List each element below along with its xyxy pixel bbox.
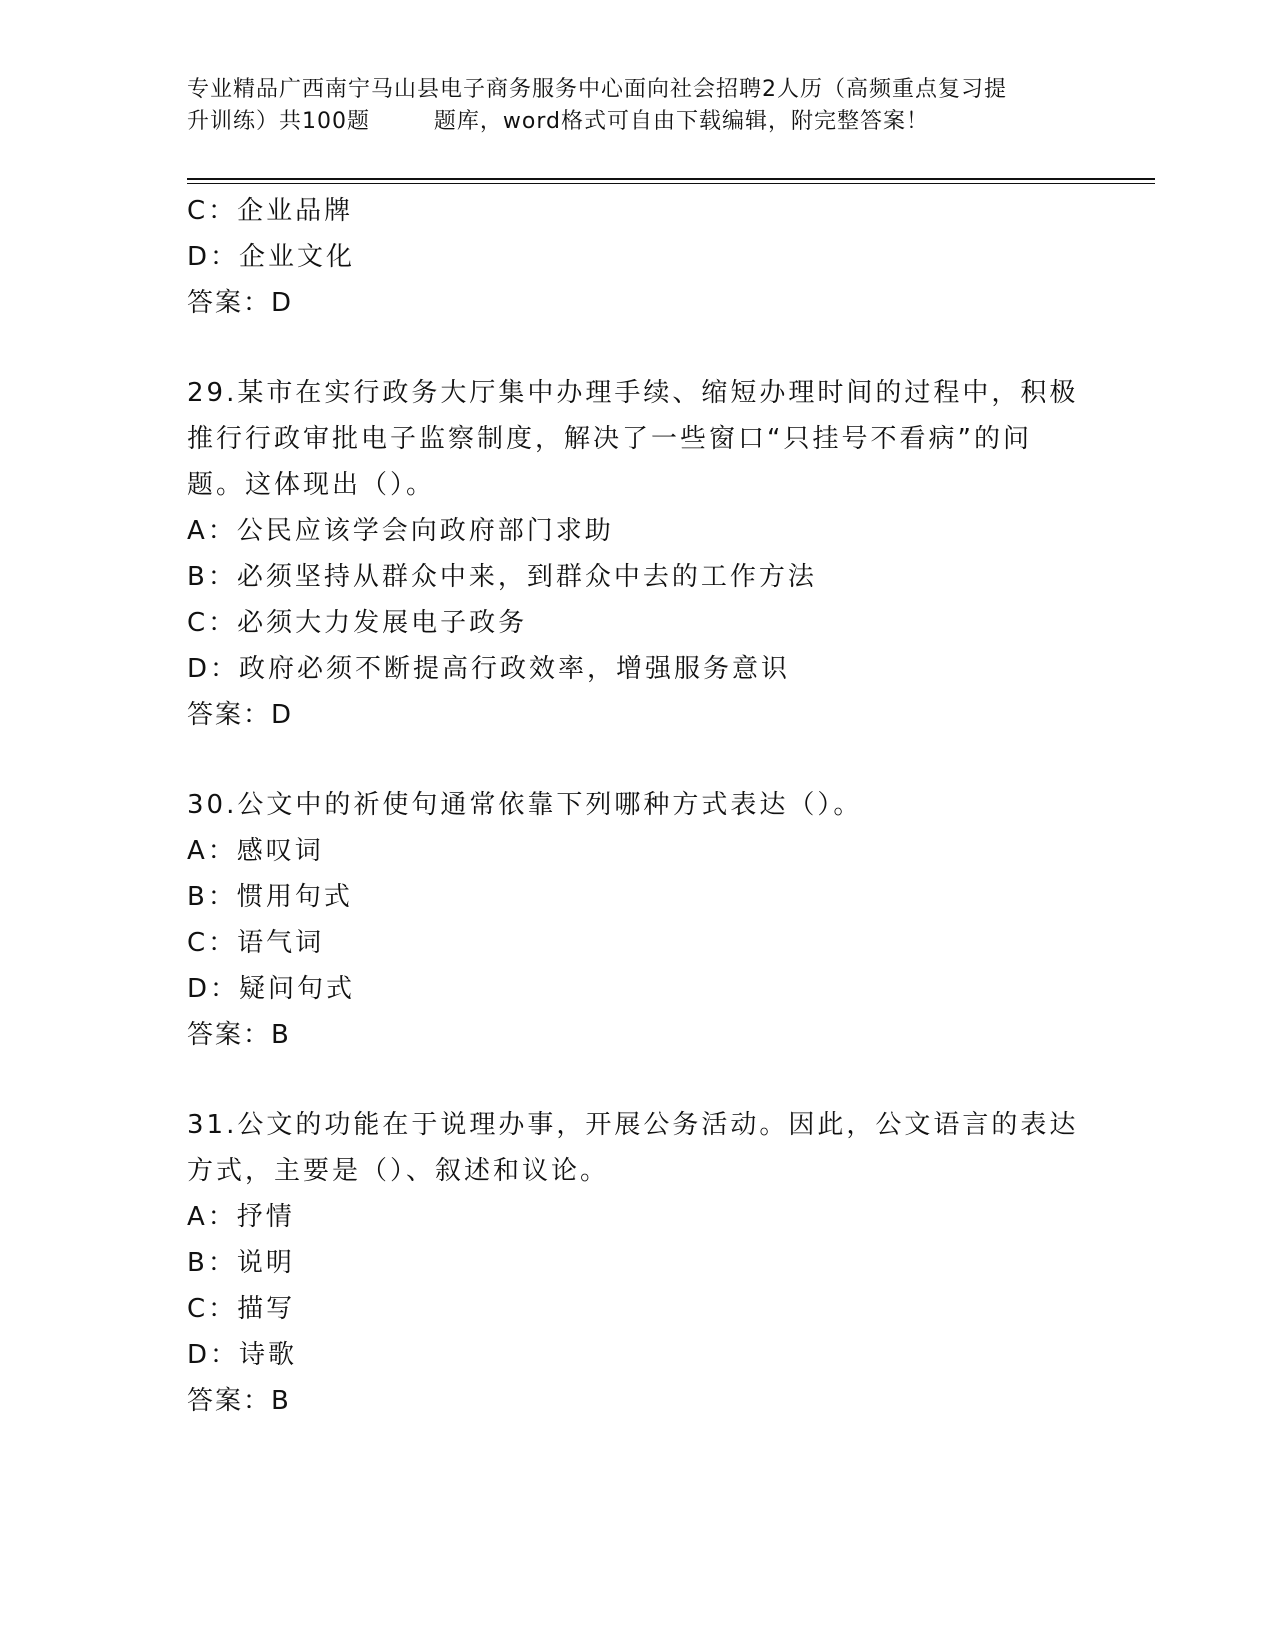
option-b: B：必须坚持从群众中来，到群众中去的工作方法 xyxy=(187,562,817,592)
option-a: A：感叹词 xyxy=(187,836,324,866)
option-b: B：惯用句式 xyxy=(187,882,353,912)
spacer xyxy=(187,738,1087,782)
spacer xyxy=(187,1058,1087,1102)
option-c: C：语气词 xyxy=(187,928,325,958)
question-stem-line: 题。这体现出（）。 xyxy=(187,470,436,500)
option-a: A：抒情 xyxy=(187,1202,295,1232)
option-d: D：诗歌 xyxy=(187,1340,298,1370)
header-divider-thick xyxy=(187,178,1155,180)
option-d: D：疑问句式 xyxy=(187,974,356,1004)
header-divider-thin xyxy=(187,183,1155,184)
question-stem-line: 30.公文中的祈使句通常依靠下列哪种方式表达（）。 xyxy=(187,790,863,820)
header-line-2: 升训练）共100题 题库，word格式可自由下载编辑，附完整答案！ xyxy=(187,109,930,134)
answer-line: 答案：D xyxy=(187,700,294,730)
answer-line: 答案：B xyxy=(187,1020,291,1050)
header-line-1: 专业精品广西南宁马山县电子商务服务中心面向社会招聘2人历（高频重点复习提 xyxy=(187,77,1007,102)
question-stem-line: 推行行政审批电子监察制度，解决了一些窗口“只挂号不看病”的问 xyxy=(187,424,1032,454)
prev-question-block xyxy=(187,188,1087,326)
option-c: C：必须大力发展电子政务 xyxy=(187,608,528,638)
option-d: D：政府必须不断提高行政效率，增强服务意识 xyxy=(187,654,791,684)
question-stem-line: 31.公文的功能在于说理办事，开展公务活动。因此，公文语言的表达 xyxy=(187,1110,1079,1140)
page-content xyxy=(187,188,1087,1424)
question-stem-line: 方式，主要是（）、叙述和议论。 xyxy=(187,1156,610,1186)
question-block-30 xyxy=(187,782,1087,1058)
document-header xyxy=(187,74,1087,138)
answer-line: 答案：D xyxy=(187,288,294,318)
question-block-31 xyxy=(187,1102,1087,1424)
option-c: C：企业品牌 xyxy=(187,196,354,226)
option-c: C：描写 xyxy=(187,1294,296,1324)
option-a: A：公民应该学会向政府部门求助 xyxy=(187,516,614,546)
spacer xyxy=(187,326,1087,370)
option-d: D：企业文化 xyxy=(187,242,356,272)
question-stem-line: 29.某市在实行政务大厅集中办理手续、缩短办理时间的过程中，积极 xyxy=(187,378,1079,408)
question-block-29 xyxy=(187,370,1087,738)
option-b: B：说明 xyxy=(187,1248,295,1278)
answer-line: 答案：B xyxy=(187,1386,291,1416)
